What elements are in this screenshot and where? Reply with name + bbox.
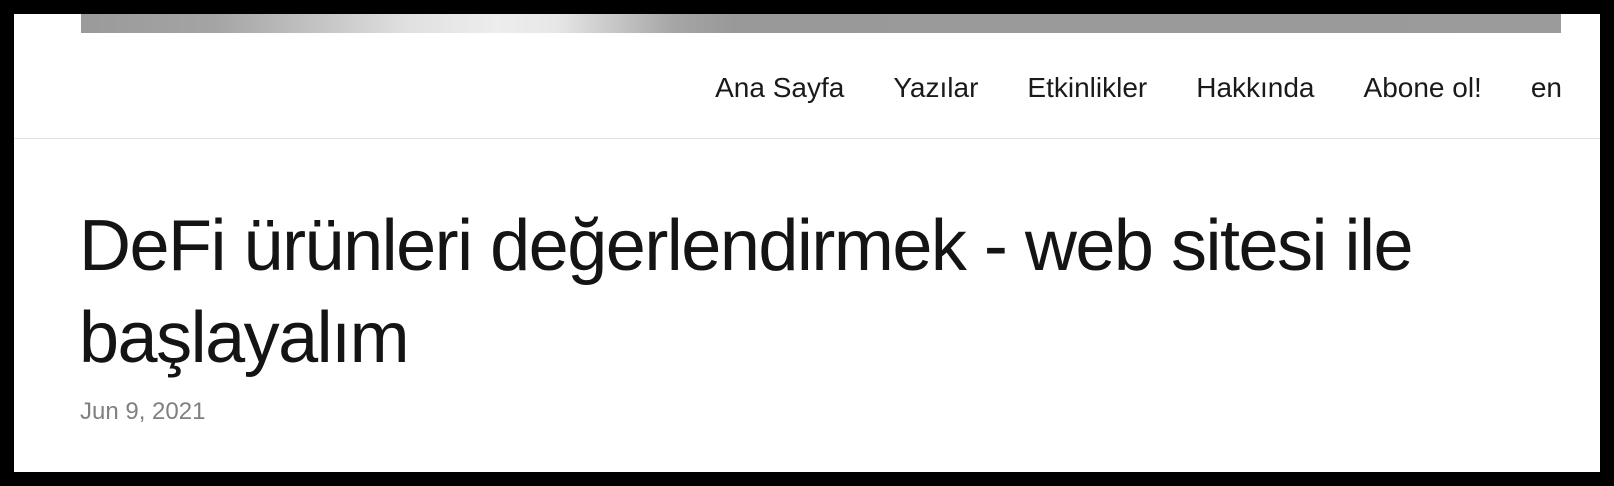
page	[14, 14, 1600, 472]
header-divider	[14, 138, 1600, 139]
post-title: DeFi ürünleri değerlendirmek - web sitesi ile başlayalım	[79, 206, 1413, 378]
nav-item-events[interactable]: Etkinlikler	[1027, 72, 1148, 103]
header-image	[81, 14, 1561, 33]
nav-item-language-en[interactable]: en	[1530, 72, 1562, 103]
nav-item-posts[interactable]: Yazılar	[893, 72, 979, 103]
nav-item-about[interactable]: Hakkında	[1196, 72, 1315, 103]
main-nav	[715, 68, 1562, 108]
post-date: Jun 9, 2021	[80, 398, 206, 425]
nav-item-home[interactable]: Ana Sayfa	[715, 72, 845, 103]
nav-item-subscribe[interactable]: Abone ol!	[1363, 72, 1482, 103]
